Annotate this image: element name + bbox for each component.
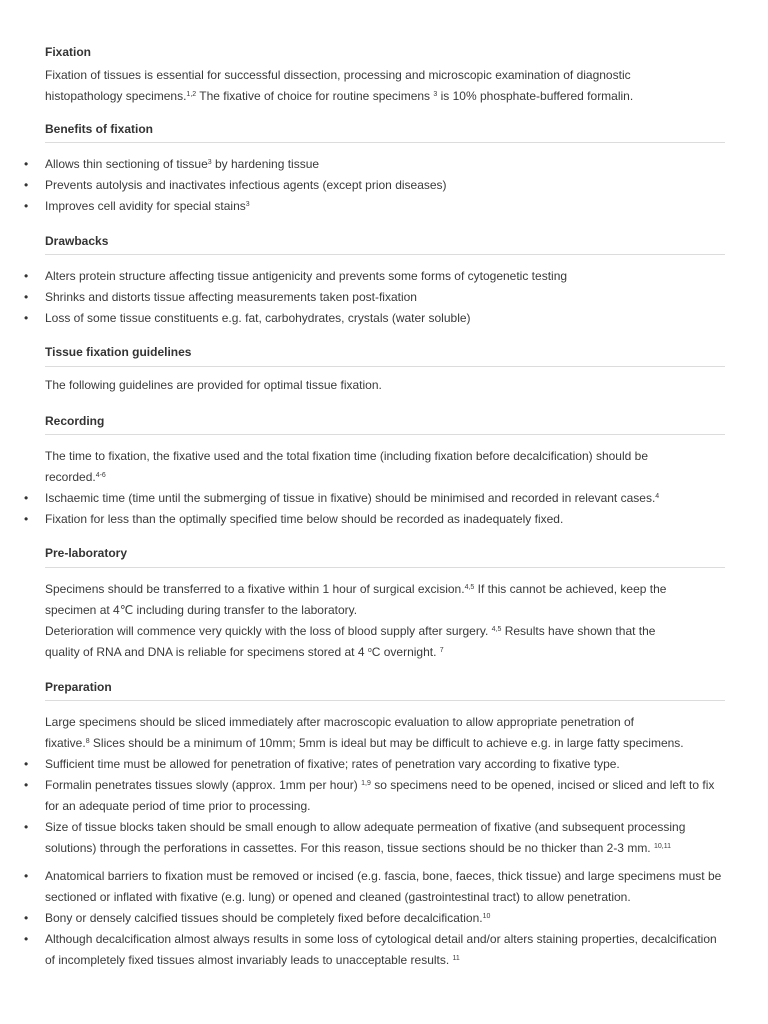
heading-prelab: Pre-laboratory bbox=[45, 546, 128, 560]
heading-benefits: Benefits of fixation bbox=[45, 122, 154, 136]
fixation-text-4: is 10% phosphate-buffered formalin. bbox=[437, 89, 634, 103]
divider bbox=[45, 434, 725, 435]
citation: 3 bbox=[245, 201, 250, 208]
recording-text-2: recorded. bbox=[45, 470, 96, 484]
benefits-list-container bbox=[45, 154, 725, 217]
list-item: • Alters protein structure affecting tissue antigenicity and prevents some forms of cytogenetic testing bbox=[45, 266, 725, 287]
drawbacks-list bbox=[45, 266, 725, 329]
divider bbox=[45, 142, 725, 143]
list-item: • Shrinks and distorts tissue affecting measurements taken post-fixation bbox=[45, 287, 725, 308]
benefits-list bbox=[45, 154, 725, 217]
prelab-block: Specimens should be transferred to a fixative within 1 hour of surgical excision.$^{4,5}$ If this cannot be achieved, keep the specimen at 4℃ including during transfer to the laboratory. Deterioration will commence very quickly with the loss of blood supply after surgery. $^{4,5}$ Results have shown that the quality of RNA and DNA is reliable for specimens stored at 4 $^o$C overnight. $^7$ bbox=[45, 582, 667, 659]
citation: 1,9 bbox=[361, 780, 371, 787]
recording-block bbox=[45, 446, 725, 530]
list-item: • Loss of some tissue constituents e.g. fat, carbohydrates, crystals (water soluble) bbox=[45, 308, 725, 329]
divider bbox=[45, 567, 725, 568]
citation: 4,5 bbox=[491, 626, 502, 633]
preparation-list bbox=[45, 754, 725, 859]
preparation-block-2 bbox=[45, 866, 725, 971]
heading-preparation: Preparation bbox=[45, 680, 112, 694]
citation: 3 bbox=[433, 91, 438, 98]
fixation-paragraph bbox=[45, 65, 725, 107]
list-item: • Sufficient time must be allowed for penetration of fixative; rates of penetration vary according to fixative type. bbox=[45, 754, 725, 775]
guidelines-text: The following guidelines are provided for optimal tissue fixation. bbox=[45, 378, 382, 392]
heading-fixation: Fixation bbox=[45, 45, 92, 59]
list-item: • Formalin penetrates tissues slowly (approx. 1mm per hour) $^{1,9}$ so specimens need to be opened, incised or sliced and left to fix for an adequate period of time prior to processing. bbox=[45, 775, 725, 817]
heading-drawbacks: Drawbacks bbox=[45, 234, 109, 248]
citation: 10,11 bbox=[653, 843, 671, 850]
citation: 3 bbox=[207, 159, 212, 166]
preparation-list-2 bbox=[45, 866, 725, 971]
recording-list bbox=[45, 488, 725, 530]
list-item: • Allows thin sectioning of tissue$^3$ by hardening tissue bbox=[45, 154, 725, 175]
fixation-text-1: Fixation of tissues is essential for successful dissection, processing and microscopic examination of diagnostic bbox=[45, 68, 631, 82]
divider bbox=[45, 366, 725, 367]
list-item: • Prevents autolysis and inactivates infectious agents (except prion diseases) bbox=[45, 175, 725, 196]
degree-symbol: o bbox=[367, 647, 372, 654]
list-item: • Ischaemic time (time until the submerging of tissue in fixative) should be minimised and recorded in relevant cases.$^4$ bbox=[45, 488, 725, 509]
list-item: • Bony or densely calcified tissues should be completely fixed before decalcification.$^{10}$ bbox=[45, 908, 725, 929]
preparation-block: Large specimens should be sliced immediately after macroscopic evaluation to allow appropriate penetration of fixative.$^8$ Slices should be a minimum of 10mm; 5mm is ideal but may be difficult to achieve e.g. in large fatty specimens. • Sufficient time must be allowed for penetration of fixative; rates of penetration vary according to fixative type. • Formalin penetrates tissues slowly (approx. 1mm per hour) $^{1,9}$ so specimens need to be opened, incised or sliced and left to fix for an adequate period of time prior to processing. • Size of tissue blocks taken should be small enough to allow adequate permeation of fixative (and subsequent processing solutions) through the perforations in cassettes. For this reason, tissue sections should be no thicker than 2-3 mm. $^{10,11}$ bbox=[45, 712, 725, 859]
drawbacks-list-container bbox=[45, 266, 725, 329]
recording-text-1: The time to fixation, the fixative used and the total fixation time (including fixation before decalcification) should be bbox=[45, 449, 649, 463]
citation: 11 bbox=[452, 955, 460, 962]
citation: 1,2 bbox=[186, 91, 197, 98]
divider bbox=[45, 254, 725, 255]
citation: 7 bbox=[439, 647, 444, 654]
citation: 8 bbox=[85, 738, 90, 745]
citation: 4 bbox=[655, 493, 660, 500]
citation: 4-6 bbox=[95, 472, 106, 479]
list-item: • Anatomical barriers to fixation must be removed or incised (e.g. fascia, bone, faeces, thick tissue) and large specimens must be sectioned or inflated with fixative (e.g. lung) or opened and cleaned (gastrointestinal tract) to allow penetration. bbox=[45, 866, 725, 908]
citation: 4,5 bbox=[464, 584, 475, 591]
divider bbox=[45, 700, 725, 701]
list-item: • Improves cell avidity for special stains$^3$ bbox=[45, 196, 725, 217]
fixation-text-3: The fixative of choice for routine specimens bbox=[196, 89, 434, 103]
list-item: • Size of tissue blocks taken should be small enough to allow adequate permeation of fixative (and subsequent processing solutions) through the perforations in cassettes. For this reason, tissue sections should be no thicker than 2-3 mm. $^{10,11}$ bbox=[45, 817, 725, 859]
citation: 10 bbox=[482, 913, 491, 920]
fixation-text-2: histopathology specimens. bbox=[45, 89, 187, 103]
heading-guidelines: Tissue fixation guidelines bbox=[45, 345, 192, 359]
list-item: • Fixation for less than the optimally specified time below should be recorded as inadequately fixed. bbox=[45, 509, 725, 530]
heading-recording: Recording bbox=[45, 414, 105, 428]
list-item: • Although decalcification almost always results in some loss of cytological detail and/or alters staining properties, decalcification of incompletely fixed tissues almost invariably leads to unacceptable results. $^{11}$ bbox=[45, 929, 725, 971]
